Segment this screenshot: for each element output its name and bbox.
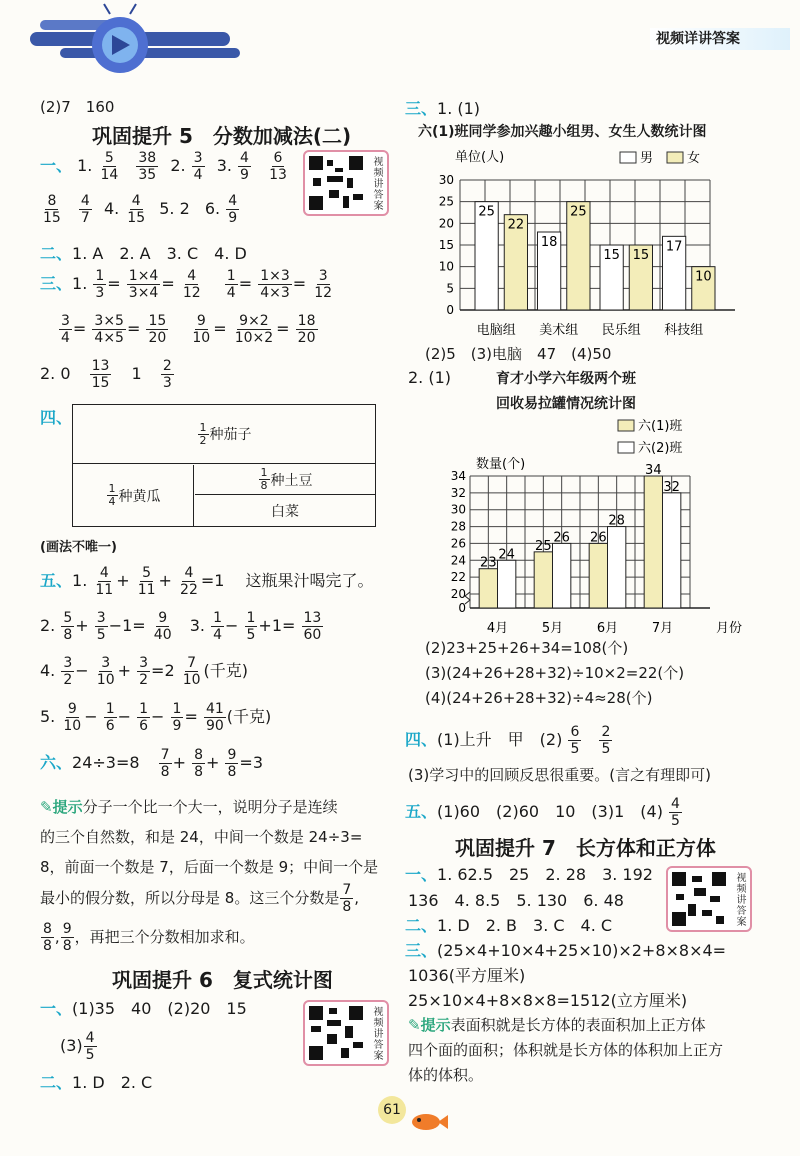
chart1-y-tick: 10 — [438, 259, 454, 274]
r-calc — [425, 636, 684, 711]
chart2-y-tick: 22 — [450, 570, 466, 585]
chart2-unit-label: 数量(个) — [476, 457, 526, 472]
chart2-y-tick: 24 — [450, 553, 466, 568]
diagram-cell-right-bottom: 白菜 — [271, 504, 299, 520]
r-q4b: (3)学习中的回顾反思很重要。(言之有理即可) — [408, 766, 711, 784]
qr-icon — [307, 1004, 365, 1062]
chart1-title: 六(1)班同学参加兴趣小组男、女生人数统计图 — [418, 124, 707, 140]
chart1-bar-label: 25 — [478, 204, 495, 220]
chart2-bar — [479, 569, 497, 608]
chart2-x-tick: 6月 — [596, 621, 619, 636]
chart2-x-tick: 4月 — [486, 621, 509, 636]
chart1-bar-label: 15 — [603, 248, 620, 263]
chart1-x-tick: 科技组 — [664, 323, 704, 338]
top-line: (2)7 160 — [40, 98, 115, 116]
chart1-bar-label: 15 — [632, 248, 650, 263]
chart2-y-tick: 32 — [450, 485, 466, 500]
page-number-badge — [378, 1096, 406, 1124]
page-number: 61 — [383, 1102, 401, 1118]
chart1-bar-label: 17 — [665, 239, 683, 255]
chart2-y-tick: 0 — [458, 601, 466, 615]
r-q4: 四、(1)上升 甲 (2) $\frac{6}{5}$ $\frac{2}{5}$ — [405, 724, 611, 757]
chart2-legend-label: 六(1)班 — [638, 419, 683, 434]
section5-title: 巩固提升 5 分数加减法(二) — [92, 124, 352, 148]
chart2-bar-label: 34 — [645, 463, 662, 478]
r-q2-head: 2. (1) — [408, 368, 452, 387]
calc-line: (4)(24+26+28+32)÷4≈28(个) — [425, 689, 653, 707]
s5-q5-line1: 五、1. $\frac{4}{11}$ + $\frac{5}{11}$ + $\frac{4}{22}$ =1 这瓶果汁喝完了。 — [40, 565, 374, 598]
chart2-x-unit: 月份 — [716, 621, 743, 636]
chart2-y-tick: 34 — [450, 469, 466, 483]
qr-label-1: 视频讲答案 — [371, 156, 382, 211]
chart2-svg — [410, 412, 743, 636]
fish-icon — [408, 1112, 448, 1132]
s7-tip: ✎提示表面积就是长方体的表面积加上正方体 四个面的面积；体积就是长方体的体积加上正方 体的体积。 — [408, 1016, 724, 1084]
chart2-bar — [498, 560, 516, 608]
r-q3-head: 三、1. (1) — [405, 99, 481, 118]
chart1-bar-label: 25 — [570, 204, 587, 220]
diagram-cell-right-top: $\frac{1}{8}$ 种土豆 — [195, 465, 375, 495]
s5-q6: 六、24÷3=8 $\frac{7}{8}$ + $\frac{8}{8}$ + $\frac{9}{8}$ =3 — [40, 747, 263, 780]
chart2-bar-label: 28 — [608, 513, 625, 529]
r-q3-after: (2)5 (3)电脑 47 (4)50 — [425, 345, 612, 363]
chart2-y-tick: 28 — [450, 519, 466, 534]
chart2-y-tick: 30 — [450, 502, 466, 517]
chart1-y-tick: 15 — [438, 238, 454, 252]
chart1-bar-label: 18 — [540, 235, 558, 250]
calc-line: (2)23+25+26+34=108(个) — [425, 639, 629, 657]
field-diagram — [72, 404, 376, 527]
tip-pencil-icon: ✎ — [40, 798, 53, 816]
s5-q3-line3: 2. 0 $\frac{13}{15}$ 1 $\frac{2}{3}$ — [40, 358, 172, 391]
chart2-bar-label: 32 — [663, 479, 680, 495]
diagram-cell-left: $\frac{1}{4}$ 种黄瓜 — [73, 465, 194, 526]
s5-q3-line2: $\frac{3}{4}$ = $\frac{3\times 5}{4\times 5}$ = $\frac{15}{20}$ $\frac{9}{10}$ = $\frac{9\times 2}{10\times 2}$ = $\frac{18}{20}$ — [61, 313, 316, 346]
s7-q1b: 136 4. 8.5 5. 130 6. 48 — [408, 891, 624, 910]
chart2-y-tick: 26 — [450, 536, 466, 551]
chart1-x-tick: 电脑组 — [476, 323, 516, 338]
chart2-bar-label: 24 — [498, 547, 515, 563]
s5-q1-line1: 一、 1. $\frac{5}{14}$ $\frac{38}{35}$ 2. $\frac{3}{4}$ 3. $\frac{4}{9}$ $\frac{6}{13}$ — [40, 150, 287, 183]
chart1-bar-label: 22 — [507, 217, 525, 233]
qr-label-2: 视频讲答案 — [371, 1006, 382, 1061]
chart2-x-tick: 7月 — [651, 621, 674, 636]
s5-q3-line1: 三、1. $\frac{1}{3}$ = $\frac{1\times 4}{3\times 4}$ = $\frac{4}{12}$ $\frac{1}{4}$ = $\frac{1\times 3}{4\times 3}$ = $\frac{3}{12}$ — [40, 268, 333, 301]
s5-tip: ✎提示分子一个比一个大一，说明分子是连续 的三个自然数，和是 24，中间一个数是 24÷3= 8，前面一个数是 7，后面一个数是 9；中间一个是 最小的假分数，所以分母是 8。这三个分数是 $\frac{7}{8}$ , $\frac{8}{8}$ , $\frac{9}{8}$ ，再把三个分数相加求和。 — [40, 798, 379, 954]
qr-code-3[interactable] — [666, 866, 752, 932]
chart2-x-tick: 5月 — [541, 621, 564, 636]
s5-q4-label: 四、 — [40, 408, 73, 427]
chart1-y-tick: 30 — [438, 173, 454, 187]
chart2-bar-label: 23 — [480, 555, 497, 571]
chart1-legend-swatch — [620, 152, 636, 163]
header-label: 视频详讲答案 — [656, 31, 740, 47]
chart1-svg — [405, 145, 745, 340]
s7-q3a: 三、(25×4+10×4+25×10)×2+8×8×4= — [405, 941, 727, 960]
s6-q2: 二、1. D 2. C — [40, 1073, 153, 1092]
chart1-legend-label: 男 — [640, 151, 654, 166]
qr-label-3: 视频讲答案 — [734, 872, 745, 927]
chart1-y-tick: 20 — [438, 216, 454, 231]
chart2-bar — [608, 527, 626, 608]
calc-line: (3)(24+26+28+32)÷10×2=22(个) — [425, 664, 685, 682]
diagram-cell-top: $\frac{1}{2}$ 种茄子 — [73, 405, 375, 464]
chart1-legend-label: 女 — [687, 151, 701, 166]
section7-title: 巩固提升 7 长方体和正方体 — [455, 836, 716, 860]
qr-icon — [307, 154, 365, 212]
chart2-legend-swatch — [618, 420, 634, 431]
s5-q1-line2: $\frac{8}{15}$ $\frac{4}{7}$ 4. $\frac{4}{15}$ 5. 2 6. $\frac{4}{9}$ — [43, 193, 238, 226]
s7-q1a: 一、1. 62.5 25 2. 28 3. 192 — [405, 865, 653, 884]
s7-q2: 二、1. D 2. B 3. C 4. C — [405, 916, 613, 935]
chart1-y-tick: 5 — [446, 281, 454, 296]
brand-logo-graphic — [0, 0, 330, 80]
s5-q5-line5: 5. $\frac{9}{10}$ − $\frac{1}{6}$ − $\frac{1}{6}$ − $\frac{1}{9}$ = $\frac{41}{90}$ (千克) — [40, 701, 272, 734]
chart2-bar — [663, 493, 681, 608]
chart2-bar-label: 25 — [535, 538, 552, 554]
qr-icon — [670, 870, 728, 928]
s5-q2: 二、1. A 2. A 3. C 4. D — [40, 244, 247, 263]
qr-code-1[interactable] — [303, 150, 389, 216]
chart2-legend-label: 六(2)班 — [638, 441, 683, 456]
chart2-bar — [534, 552, 552, 608]
r-q5: 五、(1)60 (2)60 10 (3)1 (4) $\frac{4}{5}$ — [405, 796, 680, 829]
chart1-y-tick: 0 — [446, 303, 454, 317]
chart1-unit-label: 单位(人) — [455, 150, 505, 165]
section6-title: 巩固提升 6 复式统计图 — [112, 968, 333, 992]
diagram-note: (画法不唯一) — [40, 540, 117, 555]
chart2-bar — [553, 543, 571, 608]
chart2-y-tick: 20 — [450, 587, 466, 601]
qr-code-2[interactable] — [303, 1000, 389, 1066]
s7-q3c: 25×10×4+8×8×8=1512(立方厘米) — [408, 991, 688, 1010]
tip-pencil-icon: ✎ — [408, 1016, 421, 1034]
answer-banner — [650, 28, 790, 50]
chart2-title1: 育才小学六年级两个班 — [496, 371, 636, 387]
chart1-x-tick: 民乐组 — [601, 323, 641, 338]
chart1-bar-label: 10 — [695, 269, 712, 285]
chart2-title2: 回收易拉罐情况统计图 — [496, 396, 636, 412]
s6-q1b: (3) $\frac{4}{5}$ — [60, 1030, 95, 1063]
s5-q5-line4: 4. $\frac{3}{2}$ − $\frac{3}{10}$ + $\frac{3}{2}$ =2 $\frac{7}{10}$ (千克) — [40, 655, 249, 688]
s7-q3b: 1036(平方厘米) — [408, 966, 526, 985]
s5-q5-line2: 2. $\frac{5}{8}$ + $\frac{3}{5}$ −1= $\frac{9}{40}$ 3. $\frac{1}{4}$ − $\frac{1}{5}$ +1= $\frac{13}{60}$ — [40, 610, 322, 643]
chart2-bar — [589, 543, 607, 608]
chart1-y-tick: 25 — [438, 194, 454, 209]
chart1-legend-swatch — [667, 152, 683, 163]
s6-q1: 一、(1)35 40 (2)20 15 — [40, 999, 247, 1018]
chart2-bar — [644, 476, 662, 608]
chart1-x-tick: 美术组 — [539, 323, 579, 338]
chart2-legend-swatch — [618, 442, 634, 453]
chart2-bar-label: 26 — [553, 530, 570, 546]
chart2-bar-label: 26 — [590, 530, 607, 546]
